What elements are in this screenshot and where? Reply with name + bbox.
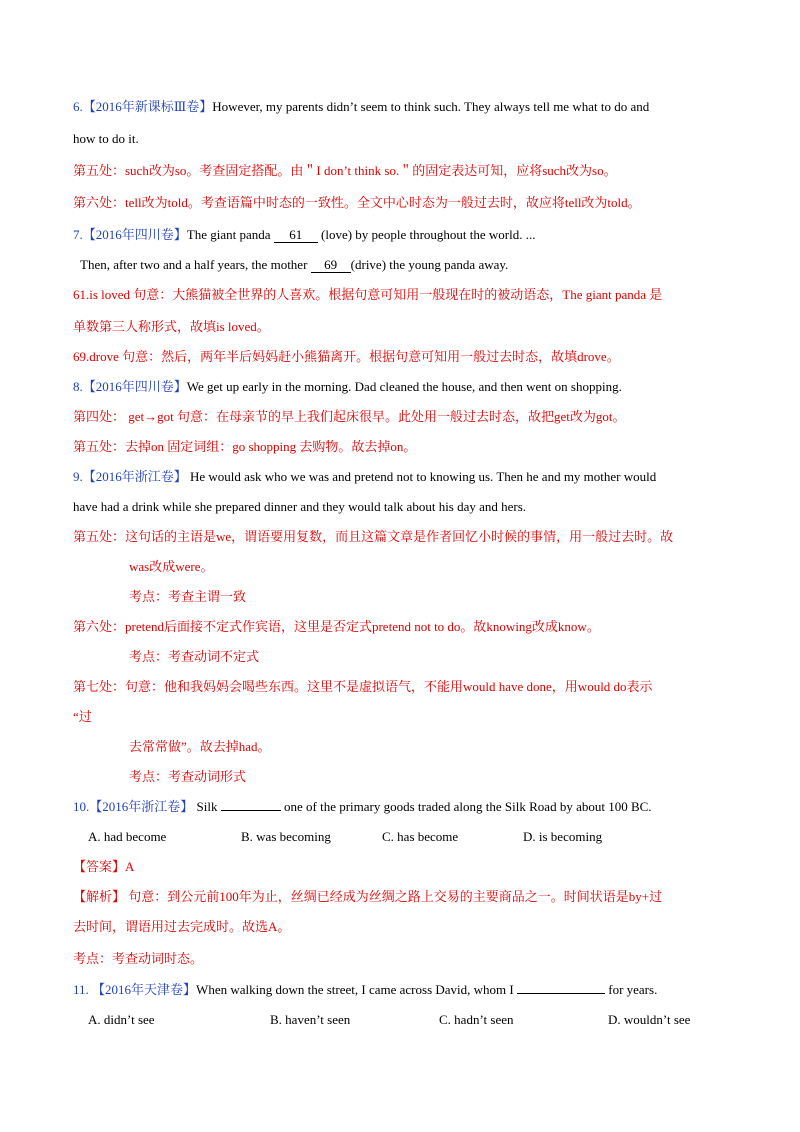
q10-answer-label: 【答案】 [73,859,126,874]
q7-source: 【2016年四川卷】 [82,227,187,242]
q10-analysis-label: 【解析】 [73,889,126,904]
q9-fix5-point: 考点：考查主谓一致 [129,589,247,604]
q9-fix5-line2: was改成were。 [129,559,214,574]
q11-option-c: C. hadn’t seen [439,1012,514,1027]
q7-ans69: 69.drove 句意：然后，两年半后妈妈赶小熊猫离开。根据句意可知用一般过去时态，故填drove。 [73,349,620,364]
q10-source: 【2016年浙江卷】 [89,799,194,814]
q9-fix7-line2: “过 [73,709,92,724]
q10-option-c: C. has become [382,829,459,844]
q10-blank [221,810,281,811]
q11-number: 11. [73,982,89,997]
q11-text-a: When walking down the street, I came across David, whom I [196,982,517,997]
q9-fix7-line3: 去常常做”。故去掉had。 [129,739,271,754]
q10-options [73,828,730,846]
q8-fix4: 第四处： get→got 句意：在母亲节的早上我们起床很早。此处用一般过去时态，故把get改为got。 [73,409,626,424]
q10-point: 考点：考查动词时态。 [73,951,204,966]
q8-text: We get up early in the morning. Dad cleaned the house, and then went on shopping. [186,379,622,394]
q11-options [73,1011,730,1029]
q10-line1 [73,798,730,816]
q9-text-line2: have had a drink while she prepared dinner and they would talk about his day and hers. [73,499,527,514]
q9-source: 【2016年浙江卷】 [82,469,187,484]
q9-fix7-point: 考点：考查动词形式 [129,769,247,784]
q10-option-b: B. was becoming [241,829,331,844]
q6-text-line2: how to do it. [73,131,139,146]
q7-line1 [73,226,730,244]
q6-line1 [73,98,730,116]
q11-option-b: B. haven’t seen [270,1012,351,1027]
q11-blank [517,993,605,994]
q10-analysis-line2: 去时间，谓语用过去完成时。故选A。 [73,919,291,934]
q10-number: 10. [73,799,90,814]
q7-blank-61: 61 [274,228,318,243]
q9-line1 [73,468,730,486]
q7-line2 [80,256,730,274]
q10-answer-value: A [125,859,135,874]
q6-text-line1: However, my parents didn’t seem to think such. They always tell me what to do and [212,99,650,114]
q8-number: 8. [73,379,83,394]
q11-option-d: D. wouldn’t see [608,1012,691,1027]
q8-source: 【2016年四川卷】 [82,379,187,394]
q6-fix5: 第五处：such改为so。考查固定搭配。由＂I don’t think so.＂的固定表达可知，应将such改为so。 [73,163,617,178]
q7-number: 7. [73,227,83,242]
q7-blank-69: 69 [311,258,351,273]
q10-option-d: D. is becoming [523,829,603,844]
q10-analysis-text: 句意：到公元前100年为止，丝绸已经成为丝绸之路上交易的主要商品之一。时间状语是by+过 [125,889,663,904]
q7-line2-a: Then, after two and a half years, the mother [80,257,311,272]
q10-answer [73,858,730,876]
q10-option-a: A. had become [88,829,167,844]
q9-fix6-point: 考点：考查动词不定式 [129,649,260,664]
q11-text-b: for years. [604,982,658,997]
q6-number: 6. [73,99,83,114]
q8-fix5: 第五处：去掉on 固定词组：go shopping 去购物。故去掉on。 [73,439,417,454]
q10-analysis-line1 [73,888,730,906]
q11-option-a: A. didn’t see [88,1012,155,1027]
q7-text-b: (love) by people throughout the world. ... [317,227,536,242]
q9-text-line1: He would ask who we was and pretend not to knowing us. Then he and my mother would [186,469,657,484]
q9-fix7-line1: 第七处：句意：他和我妈妈会喝些东西。这里不是虚拟语气，不能用would have done，用would do表示 [73,679,653,694]
q10-text-b: one of the primary goods traded along the Silk Road by about 100 BC. [280,799,652,814]
q9-fix6: 第六处：pretend后面接不定式作宾语，这里是否定式pretend not to do。故knowing改成know。 [73,619,600,634]
q11-source: 【2016年天津卷】 [88,982,197,997]
q7-ans61-line2: 单数第三人称形式，故填is loved。 [73,319,270,334]
q8-line1 [73,378,730,396]
q7-line2-b: (drive) the young panda away. [350,257,509,272]
q7-ans61-line1: 61.is loved 句意：大熊猫被全世界的人喜欢。根据句意可知用一般现在时的被动语态，The giant panda 是 [73,287,663,302]
q10-text-a: Silk [193,799,221,814]
q6-source: 【2016年新课标Ⅲ卷】 [82,99,213,114]
q7-text-a: The giant panda [186,227,274,242]
q9-fix5-line1: 第五处：这句话的主语是we，谓语要用复数，而且这篇文章是作者回忆小时候的事情，用一般过去时。故 [73,529,674,544]
q6-fix6: 第六处：tell改为told。考查语篇中时态的一致性。全文中心时态为一般过去时，故应将tell改为told。 [73,195,641,210]
q11-line1 [73,981,730,999]
q9-number: 9. [73,469,83,484]
